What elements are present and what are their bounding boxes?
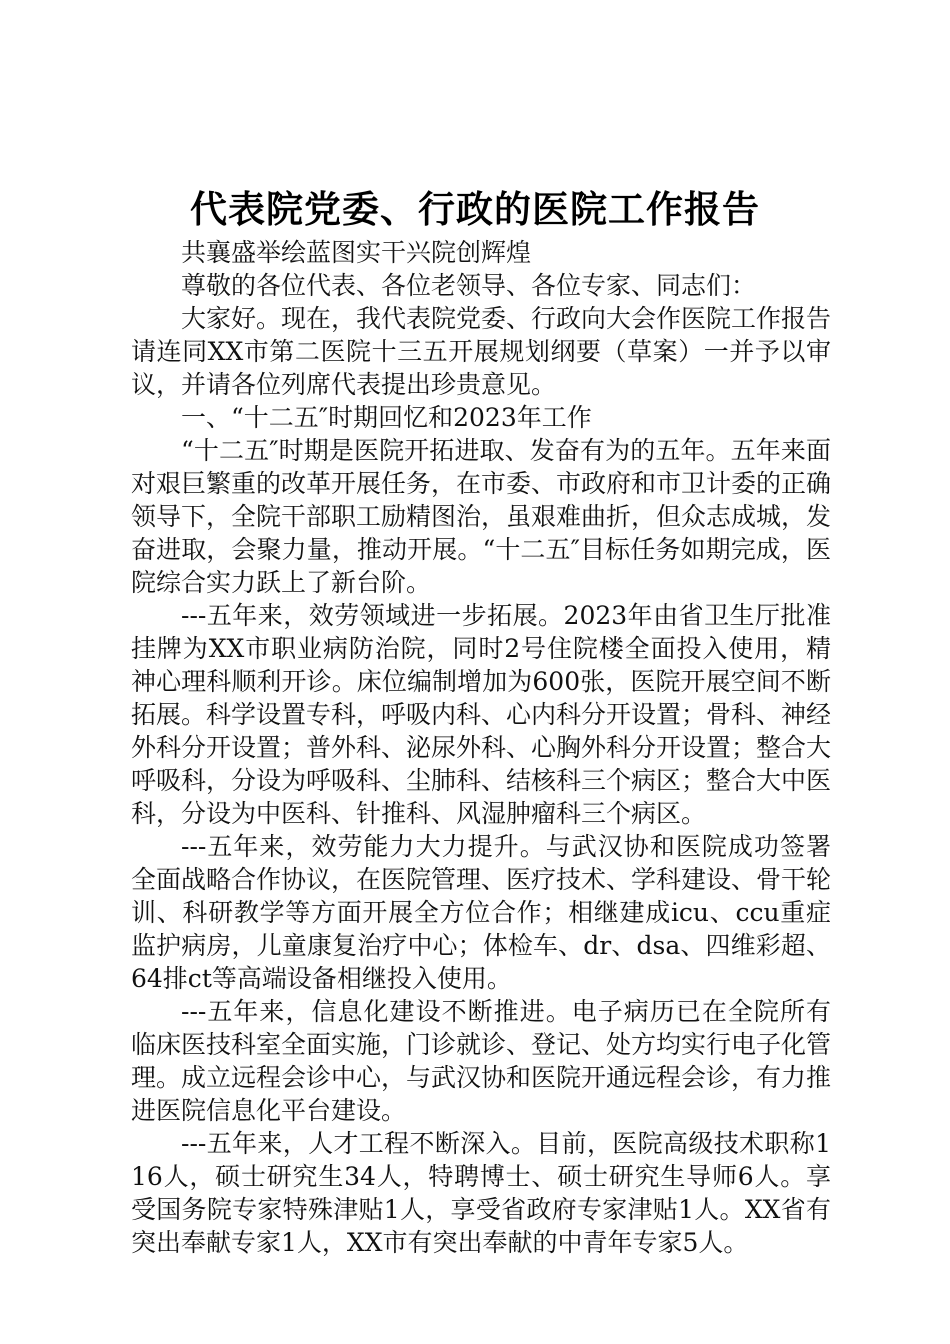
body-paragraph: ---五年来，信息化建设不断推进。电子病历已在全院所有临床医技科室全面实施，门诊就诊、登记、处方均实行电子化管理。成立远程会诊中心，与武汉协和医院开通远程会诊，有力推进医院信息化平台建设。 xyxy=(131,997,832,1125)
body-paragraph: ---五年来，效劳领域进一步拓展。2023年由省卫生厅批准挂牌为XX市职业病防治院，同时2号住院楼全面投入使用，精神心理科顺利开诊。床位编制增加为600张，医院开展空间不断拓展。科学设置专科，呼吸内科、心内科分开设置；骨科、神经外科分开设置；普外科、泌尿外科、心胸外科分开设置；整合大呼吸科，分设为呼吸科、尘肺科、结核科三个病区；整合大中医科，分设为中医科、针推科、风湿肿瘤科三个病区。 xyxy=(131,601,832,828)
intro-paragraph: 大家好。现在，我代表院党委、行政向大会作医院工作报告请连同XX市第二医院十三五开展规划纲要（草案）一并予以审议，并请各位列席代表提出珍贵意见。 xyxy=(131,304,832,399)
body-paragraph: “十二五″时期是医院开拓进取、发奋有为的五年。五年来面对艰巨繁重的改革开展任务，在市委、市政府和市卫计委的正确领导下，全院干部职工励精图治，虽艰难曲折，但众志成城，发奋进取，会聚力量，推动开展。“十二五″目标任务如期完成，医院综合实力跃上了新台阶。 xyxy=(131,436,832,597)
body-paragraph: ---五年来，效劳能力大力提升。与武汉协和医院成功签署全面战略合作协议，在医院管理、医疗技术、学科建设、骨干轮训、科研教学等方面开展全方位合作；相继建成icu、ccu重症监护病房，儿童康复治疗中心；体检车、dr、dsa、四维彩超、64排ct等高端设备相继投入使用。 xyxy=(131,832,832,993)
salutation-paragraph: 尊敬的各位代表、各位老领导、各位专家、同志们： xyxy=(181,271,757,300)
document-body xyxy=(131,236,831,1259)
section-heading: 一、“十二五″时期回忆和2023年工作 xyxy=(181,403,592,432)
document-title: 代表院党委、行政的医院工作报告 xyxy=(190,187,760,231)
body-paragraph: ---五年来，人才工程不断深入。目前，医院高级技术职称116人，硕士研究生34人，特聘博士、硕士研究生导师6人。享受国务院专家特殊津贴1人，享受省政府专家津贴1人。XX省有突出奉献专家1人，XX市有突出奉献的中青年专家5人。 xyxy=(131,1129,831,1257)
subtitle-paragraph: 共襄盛举绘蓝图实干兴院创辉煌 xyxy=(181,238,532,267)
